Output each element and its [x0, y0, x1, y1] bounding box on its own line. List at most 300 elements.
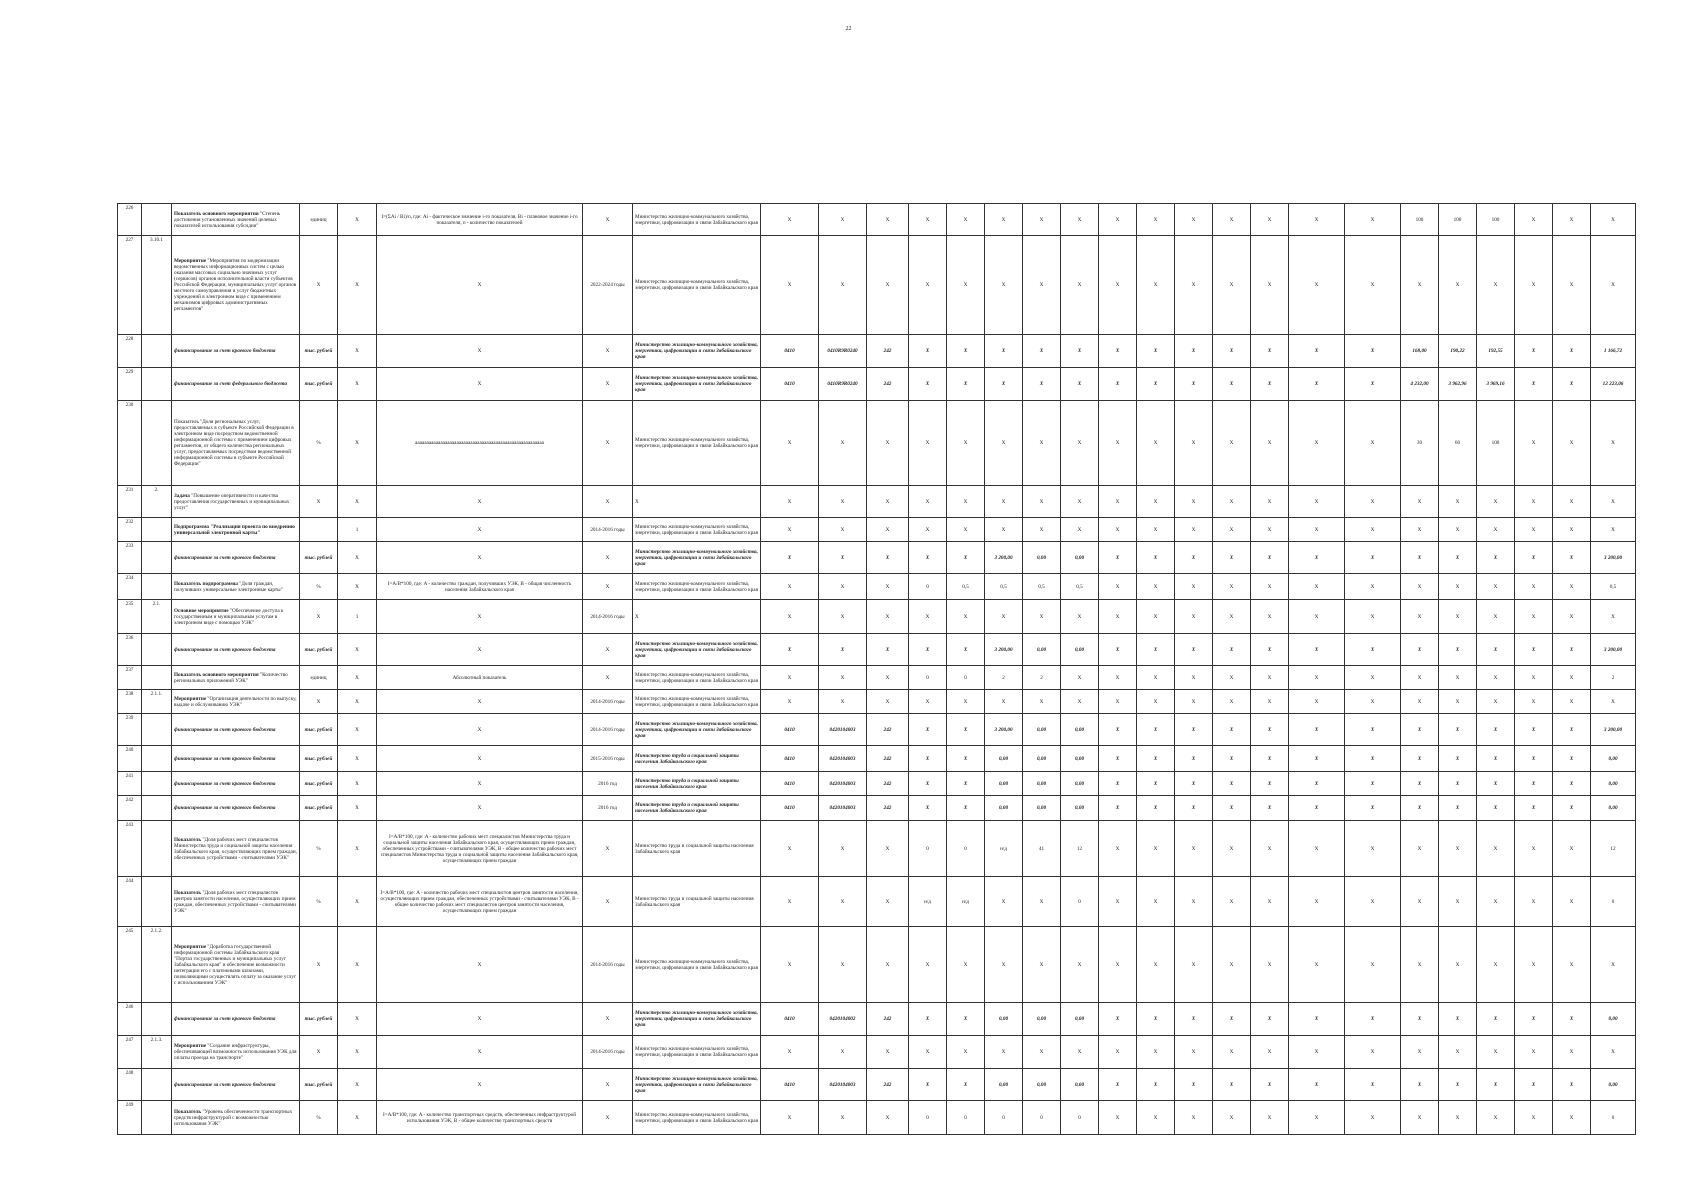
row-number-cell: 233 — [118, 542, 142, 574]
value-cell: 0,5 — [985, 574, 1023, 600]
value-cell: X — [1515, 335, 1553, 368]
value-cell: X — [909, 1069, 947, 1101]
row-code-cell: 2.1.2. — [142, 927, 172, 1003]
value-cell: 100 — [1401, 204, 1439, 236]
value-cell: X — [1477, 634, 1515, 666]
value-cell: X — [1061, 368, 1099, 401]
unit-cell: X — [300, 690, 338, 714]
value-cell: X — [1099, 600, 1137, 634]
name-cell: Мероприятие "Доработка государственной информационной системы Забайкальского края "Портал государственных и муниципальных услуг Забайкальского края" и обеспечение возможности интеграции его с платежными шлюзами, позволяющими осуществлять оплату за оказание услуг с использованием УЭК" — [172, 927, 300, 1003]
value-cell: X — [1289, 690, 1345, 714]
formula-cell: X — [377, 714, 583, 746]
value-cell: X — [1099, 746, 1137, 772]
value-cell: X — [1401, 666, 1439, 690]
value-cell: X — [1023, 600, 1061, 634]
value-cell: 242 — [867, 796, 909, 821]
row-number-cell: 244 — [118, 877, 142, 927]
value-cell: X — [947, 600, 985, 634]
value-cell: X — [1175, 666, 1213, 690]
value-cell: X — [1439, 690, 1477, 714]
value-cell: X — [1023, 518, 1061, 542]
executor-cell: Министерство труда и социальной защиты населения Забайкальского края — [633, 772, 761, 796]
value-cell: X — [1515, 690, 1553, 714]
value-cell: 3 200,00 — [1591, 714, 1636, 746]
value-cell: 12 — [1061, 821, 1099, 877]
mark-cell: X — [338, 542, 377, 574]
table-row — [118, 796, 1636, 821]
value-cell: X — [1137, 1003, 1175, 1036]
value-cell: X — [1439, 877, 1477, 927]
value-cell: X — [1251, 1003, 1289, 1036]
period-cell: 2015-2016 годы — [583, 746, 633, 772]
value-cell: X — [947, 518, 985, 542]
mark-cell: X — [338, 204, 377, 236]
value-cell: 0 — [947, 666, 985, 690]
value-cell: X — [1137, 634, 1175, 666]
table-row — [118, 236, 1636, 335]
value-cell: X — [1515, 401, 1553, 486]
value-cell: X — [1439, 1069, 1477, 1101]
table-row — [118, 821, 1636, 877]
value-cell: X — [1137, 796, 1175, 821]
value-cell: X — [1061, 666, 1099, 690]
value-cell: X — [1251, 486, 1289, 518]
value-cell: X — [1099, 335, 1137, 368]
value-cell: X — [985, 600, 1023, 634]
period-cell: X — [583, 368, 633, 401]
formula-cell: X — [377, 368, 583, 401]
value-cell: X — [1137, 1069, 1175, 1101]
value-cell: н/д — [909, 877, 947, 927]
value-cell: X — [1213, 368, 1251, 401]
table-row — [118, 772, 1636, 796]
value-cell: X — [1137, 574, 1175, 600]
row-number-cell: 240 — [118, 746, 142, 772]
value-cell: X — [1175, 772, 1213, 796]
value-cell: н/д — [985, 821, 1023, 877]
value-cell: 0420104003 — [819, 1069, 867, 1101]
value-cell: X — [761, 690, 819, 714]
value-cell: X — [1439, 600, 1477, 634]
value-cell: X — [1515, 821, 1553, 877]
value-cell: X — [1175, 796, 1213, 821]
value-cell: X — [1345, 542, 1401, 574]
value-cell: X — [1251, 690, 1289, 714]
value-cell: 1 166,72 — [1591, 335, 1636, 368]
value-cell: X — [1099, 368, 1137, 401]
value-cell: X — [1477, 518, 1515, 542]
value-cell: X — [947, 401, 985, 486]
value-cell: X — [1401, 927, 1439, 1003]
value-cell: X — [867, 690, 909, 714]
mark-cell: X — [338, 927, 377, 1003]
value-cell: X — [1099, 821, 1137, 877]
value-cell: X — [867, 821, 909, 877]
value-cell: X — [1515, 927, 1553, 1003]
table-row — [118, 368, 1636, 401]
value-cell: X — [1439, 486, 1477, 518]
unit-cell: % — [300, 877, 338, 927]
value-cell: X — [1345, 927, 1401, 1003]
value-cell: X — [1137, 772, 1175, 796]
value-cell: X — [1401, 634, 1439, 666]
value-cell: X — [947, 368, 985, 401]
value-cell: X — [1401, 1036, 1439, 1069]
value-cell: X — [1137, 714, 1175, 746]
value-cell: 0 — [909, 574, 947, 600]
value-cell: X — [1553, 236, 1591, 335]
row-number-cell: 243 — [118, 821, 142, 877]
value-cell: X — [1099, 1003, 1137, 1036]
value-cell: X — [1023, 927, 1061, 1003]
value-cell: X — [761, 542, 819, 574]
value-cell: X — [1289, 634, 1345, 666]
mark-cell: X — [338, 236, 377, 335]
value-cell: X — [1061, 600, 1099, 634]
row-number-cell: 229 — [118, 368, 142, 401]
value-cell: X — [1591, 927, 1636, 1003]
value-cell: 0410 — [761, 772, 819, 796]
value-cell: X — [909, 542, 947, 574]
value-cell: X — [1137, 204, 1175, 236]
value-cell: X — [1401, 714, 1439, 746]
value-cell: 2 — [1591, 666, 1636, 690]
value-cell: X — [761, 1101, 819, 1135]
table-row — [118, 1036, 1636, 1069]
table-row — [118, 714, 1636, 746]
value-cell: X — [947, 927, 985, 1003]
value-cell: X — [1251, 335, 1289, 368]
value-cell: X — [1023, 1036, 1061, 1069]
value-cell: 0,00 — [1061, 542, 1099, 574]
value-cell: X — [1137, 368, 1175, 401]
value-cell: X — [1251, 574, 1289, 600]
value-cell: 0410R9R0240 — [819, 368, 867, 401]
value-cell: X — [1345, 634, 1401, 666]
value-cell: X — [1251, 236, 1289, 335]
value-cell: X — [947, 796, 985, 821]
value-cell: X — [1515, 666, 1553, 690]
value-cell: X — [1213, 690, 1251, 714]
table-row — [118, 877, 1636, 927]
value-cell: X — [761, 821, 819, 877]
value-cell: X — [1515, 877, 1553, 927]
formula-cell: X — [377, 1036, 583, 1069]
formula-cell: X — [377, 1069, 583, 1101]
table-row — [118, 335, 1636, 368]
unit-cell: тыс. рублей — [300, 335, 338, 368]
executor-cell: Министерство жилищно-коммунального хозяйства, энергетики, цифровизации и связи Забайкальского края — [633, 542, 761, 574]
value-cell: X — [1553, 1101, 1591, 1135]
value-cell: X — [1175, 1101, 1213, 1135]
value-cell: X — [1515, 772, 1553, 796]
row-code-cell — [142, 518, 172, 542]
value-cell: X — [1345, 1003, 1401, 1036]
value-cell: X — [819, 401, 867, 486]
value-cell: X — [1213, 714, 1251, 746]
formula-cell: X — [377, 796, 583, 821]
value-cell: X — [1289, 746, 1345, 772]
table-row — [118, 574, 1636, 600]
value-cell: X — [1023, 401, 1061, 486]
mark-cell: X — [338, 1101, 377, 1135]
value-cell: X — [1023, 368, 1061, 401]
value-cell: X — [1515, 1069, 1553, 1101]
value-cell: X — [1213, 236, 1251, 335]
table-row — [118, 518, 1636, 542]
unit-cell: тыс. рублей — [300, 542, 338, 574]
value-cell: X — [1061, 1036, 1099, 1069]
period-cell: X — [583, 666, 633, 690]
value-cell: X — [1099, 236, 1137, 335]
value-cell: X — [761, 236, 819, 335]
value-cell: X — [1477, 236, 1515, 335]
value-cell: X — [761, 574, 819, 600]
value-cell: X — [1477, 542, 1515, 574]
value-cell: X — [1175, 204, 1213, 236]
value-cell: X — [985, 1036, 1023, 1069]
value-cell: X — [819, 486, 867, 518]
value-cell: X — [1251, 634, 1289, 666]
unit-cell: тыс. рублей — [300, 714, 338, 746]
value-cell: X — [1175, 542, 1213, 574]
executor-cell: Министерство труда и социальной защиты населения Забайкальского края — [633, 877, 761, 927]
executor-cell: Министерство жилищно-коммунального хозяйства, энергетики, цифровизации и связи Забайкальского края — [633, 1101, 761, 1135]
name-cell: Показатель основного мероприятия "Степень достижения установленных значений целевых показателей использования субсидии" — [172, 204, 300, 236]
value-cell: X — [1345, 600, 1401, 634]
mark-cell: X — [338, 368, 377, 401]
value-cell: X — [1099, 542, 1137, 574]
executor-cell: X — [633, 486, 761, 518]
unit-cell — [300, 518, 338, 542]
value-cell: X — [819, 600, 867, 634]
value-cell: 3 200,00 — [985, 542, 1023, 574]
executor-cell: Министерство труда и социальной защиты населения Забайкальского края — [633, 821, 761, 877]
value-cell: 0,00 — [1023, 634, 1061, 666]
value-cell: X — [819, 574, 867, 600]
value-cell: 0 — [909, 1101, 947, 1135]
mark-cell: X — [338, 1069, 377, 1101]
value-cell: X — [1345, 486, 1401, 518]
value-cell: 0,00 — [1023, 796, 1061, 821]
formula-cell: X — [377, 600, 583, 634]
value-cell: X — [1591, 600, 1636, 634]
value-cell: X — [1251, 666, 1289, 690]
value-cell: 30 — [1401, 401, 1439, 486]
value-cell: X — [1099, 1069, 1137, 1101]
value-cell: X — [1515, 1036, 1553, 1069]
value-cell: X — [1213, 600, 1251, 634]
value-cell: X — [867, 518, 909, 542]
value-cell: X — [1401, 518, 1439, 542]
value-cell: X — [947, 1036, 985, 1069]
period-cell: 2014-2016 годы — [583, 600, 633, 634]
value-cell: X — [1099, 401, 1137, 486]
period-cell: 2022-2024 годы — [583, 236, 633, 335]
value-cell: 0 — [947, 1101, 985, 1135]
row-number-cell: 237 — [118, 666, 142, 690]
mark-cell: X — [338, 486, 377, 518]
value-cell: X — [1251, 1036, 1289, 1069]
name-cell: Подпрограмма "Реализация проекта по внедрению универсальной электронной карты" — [172, 518, 300, 542]
row-code-cell — [142, 1003, 172, 1036]
value-cell: X — [819, 236, 867, 335]
row-number-cell: 226 — [118, 204, 142, 236]
value-cell: X — [1345, 1069, 1401, 1101]
value-cell: X — [1137, 486, 1175, 518]
value-cell: X — [1553, 927, 1591, 1003]
executor-cell: Министерство жилищно-коммунального хозяйства, энергетики, цифровизации и связи Забайкальского края — [633, 574, 761, 600]
value-cell: 0,00 — [985, 772, 1023, 796]
value-cell: X — [1175, 634, 1213, 666]
row-number-cell: 231 — [118, 486, 142, 518]
value-cell: X — [1137, 401, 1175, 486]
value-cell: X — [985, 486, 1023, 518]
value-cell: X — [985, 877, 1023, 927]
value-cell: X — [1137, 600, 1175, 634]
name-cell: Мероприятие "Организация деятельности по выпуску, выдаче и обслуживанию УЭК" — [172, 690, 300, 714]
value-cell: 0,00 — [985, 1003, 1023, 1036]
value-cell: X — [1515, 714, 1553, 746]
name-cell: финансирование за счет краевого бюджета — [172, 746, 300, 772]
value-cell: X — [1591, 1036, 1636, 1069]
value-cell: X — [1515, 1101, 1553, 1135]
unit-cell: X — [300, 1036, 338, 1069]
row-code-cell — [142, 368, 172, 401]
row-number-cell: 236 — [118, 634, 142, 666]
value-cell: 242 — [867, 368, 909, 401]
value-cell: X — [1345, 772, 1401, 796]
formula-cell: X — [377, 690, 583, 714]
value-cell: X — [761, 877, 819, 927]
value-cell: X — [1591, 486, 1636, 518]
value-cell: X — [1061, 335, 1099, 368]
formula-cell: X — [377, 236, 583, 335]
formula-cell: аааааааааааааааааааааааааааааааааааааааааааааааааааааааа — [377, 401, 583, 486]
value-cell: X — [1213, 796, 1251, 821]
value-cell: X — [819, 1036, 867, 1069]
value-cell: X — [1345, 1101, 1401, 1135]
row-number-cell: 239 — [118, 714, 142, 746]
value-cell: X — [1289, 877, 1345, 927]
value-cell: X — [1099, 690, 1137, 714]
executor-cell: Министерство жилищно-коммунального хозяйства, энергетики, цифровизации и связи Забайкальского края — [633, 518, 761, 542]
name-cell: Показатель "Доля рабочих мест специалистов центров занятости населения, осуществляющих прием граждан, обеспеченных устройствами - считывателями УЭК" — [172, 877, 300, 927]
formula-cell: X — [377, 927, 583, 1003]
value-cell: X — [1401, 574, 1439, 600]
value-cell: X — [1591, 204, 1636, 236]
value-cell: X — [1553, 690, 1591, 714]
value-cell: 60 — [1439, 401, 1477, 486]
value-cell: 0420104002 — [819, 1003, 867, 1036]
value-cell: X — [1439, 927, 1477, 1003]
value-cell: X — [1175, 486, 1213, 518]
value-cell: X — [1137, 1101, 1175, 1135]
value-cell: X — [947, 714, 985, 746]
unit-cell: % — [300, 1101, 338, 1135]
value-cell: 242 — [867, 1069, 909, 1101]
value-cell: X — [909, 486, 947, 518]
value-cell: X — [761, 666, 819, 690]
value-cell: X — [1345, 796, 1401, 821]
name-cell: финансирование за счет федерального бюджета — [172, 368, 300, 401]
period-cell: 2014-2016 годы — [583, 690, 633, 714]
unit-cell: тыс. рублей — [300, 368, 338, 401]
value-cell: X — [1251, 368, 1289, 401]
value-cell: X — [1099, 772, 1137, 796]
value-cell: X — [1251, 542, 1289, 574]
value-cell: X — [909, 927, 947, 1003]
value-cell: X — [1477, 821, 1515, 877]
value-cell: X — [867, 1036, 909, 1069]
period-cell: 2016 год — [583, 796, 633, 821]
row-number-cell: 247 — [118, 1036, 142, 1069]
period-cell: X — [583, 486, 633, 518]
value-cell: X — [1289, 1069, 1345, 1101]
value-cell: X — [909, 204, 947, 236]
value-cell: X — [985, 927, 1023, 1003]
executor-cell: Министерство жилищно-коммунального хозяйства, энергетики, цифровизации и связи Забайкальского края — [633, 1069, 761, 1101]
value-cell: X — [985, 690, 1023, 714]
value-cell: X — [1251, 746, 1289, 772]
value-cell: 41 — [1023, 821, 1061, 877]
value-cell: X — [1137, 690, 1175, 714]
unit-cell: тыс. рублей — [300, 772, 338, 796]
value-cell: 0410 — [761, 796, 819, 821]
value-cell: X — [1061, 401, 1099, 486]
value-cell: X — [1289, 204, 1345, 236]
value-cell: X — [1023, 204, 1061, 236]
name-cell: Показатель основного мероприятия "Количество региональных приложений УЭК" — [172, 666, 300, 690]
value-cell: 0,00 — [1591, 772, 1636, 796]
value-cell: X — [1213, 518, 1251, 542]
row-code-cell — [142, 772, 172, 796]
value-cell: X — [1401, 877, 1439, 927]
value-cell: 0 — [1061, 1101, 1099, 1135]
row-number-cell: 245 — [118, 927, 142, 1003]
row-code-cell: 2.1.1. — [142, 690, 172, 714]
value-cell: X — [1099, 877, 1137, 927]
value-cell: X — [1345, 714, 1401, 746]
value-cell: X — [1553, 542, 1591, 574]
mark-cell: X — [338, 821, 377, 877]
value-cell: X — [1401, 600, 1439, 634]
value-cell: н/д — [947, 877, 985, 927]
value-cell: X — [1345, 368, 1401, 401]
value-cell: X — [947, 772, 985, 796]
unit-cell: % — [300, 821, 338, 877]
value-cell: X — [1477, 796, 1515, 821]
mark-cell: X — [338, 1036, 377, 1069]
value-cell: X — [1553, 877, 1591, 927]
value-cell: X — [867, 634, 909, 666]
value-cell: 0,00 — [985, 746, 1023, 772]
mark-cell: X — [338, 1003, 377, 1036]
formula-cell: X — [377, 486, 583, 518]
row-number-cell: 227 — [118, 236, 142, 335]
unit-cell: % — [300, 574, 338, 600]
value-cell: X — [1251, 772, 1289, 796]
mark-cell: X — [338, 746, 377, 772]
row-code-cell — [142, 401, 172, 486]
formula-cell: X — [377, 335, 583, 368]
executor-cell: Министерство жилищно-коммунального хозяйства, энергетики, цифровизации и связи Забайкальского края — [633, 690, 761, 714]
formula-cell: X — [377, 1003, 583, 1036]
value-cell: X — [1099, 574, 1137, 600]
name-cell: финансирование за счет краевого бюджета — [172, 796, 300, 821]
value-cell: X — [1251, 796, 1289, 821]
value-cell: X — [909, 335, 947, 368]
